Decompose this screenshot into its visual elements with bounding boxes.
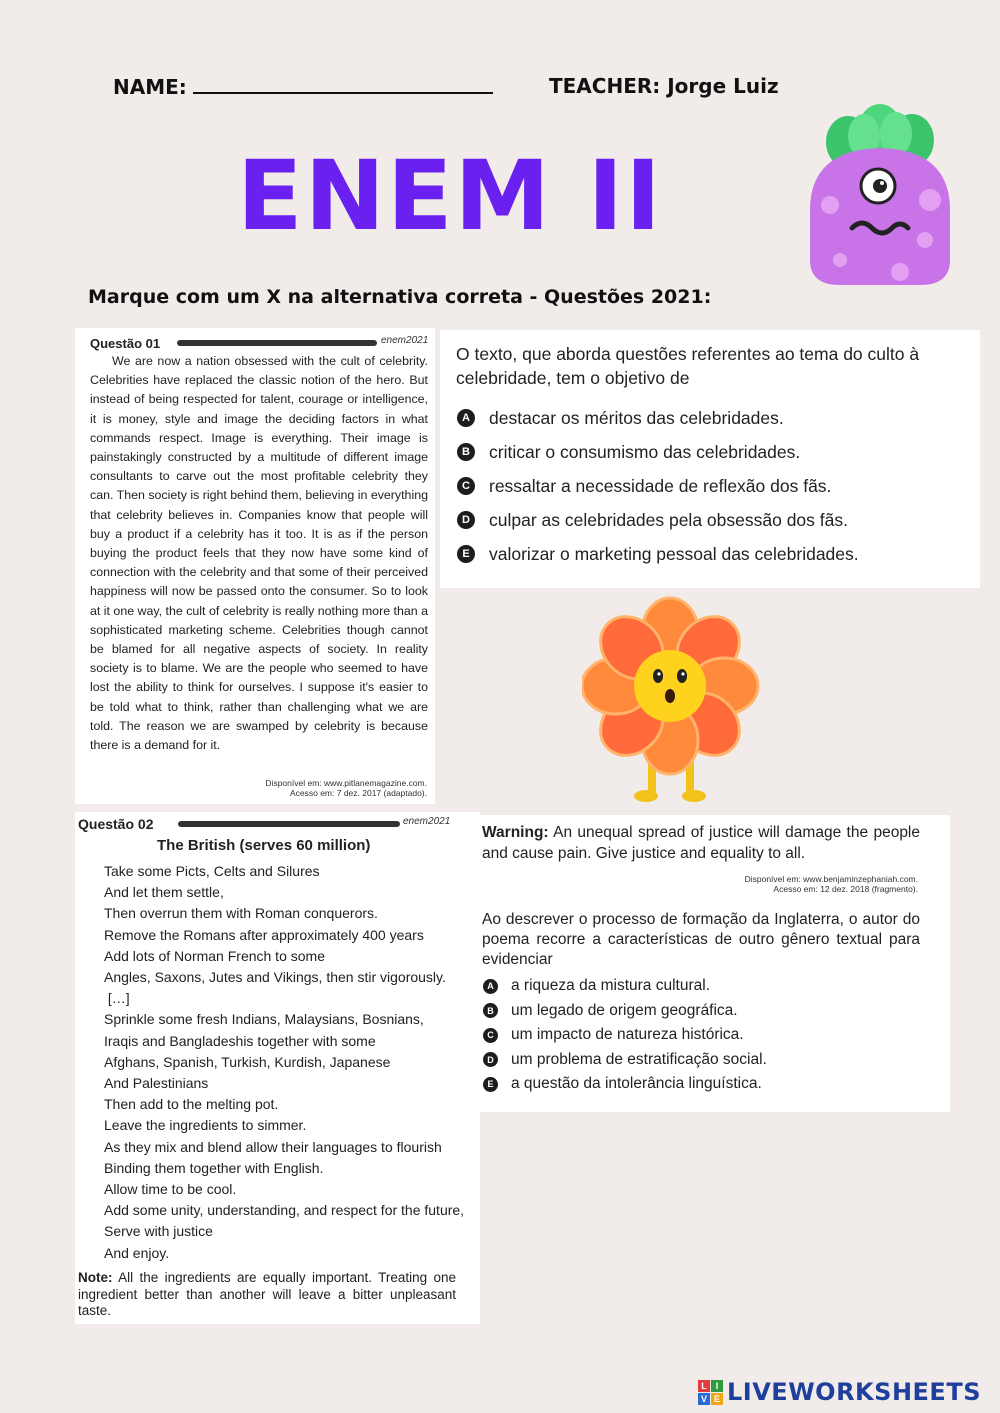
brand-suffix: WORKSHEETS [788, 1378, 981, 1406]
logo-letter: E [711, 1393, 723, 1405]
teacher-label: TEACHER: Jorge Luiz [549, 74, 779, 98]
poem-line: Sprinkle some fresh Indians, Malaysians, Bosnians, [104, 1011, 424, 1028]
name-label: NAME: [113, 75, 187, 99]
q2-source [745, 874, 918, 894]
option-text: um impacto de natureza histórica. [511, 1026, 744, 1044]
option-text: destacar os méritos das celebridades. [489, 407, 784, 428]
q2-options [483, 974, 767, 1097]
option-text: um problema de estratificação social. [511, 1050, 767, 1068]
poem-line: Serve with justice [104, 1223, 213, 1240]
option-text: um legado de origem geográfica. [511, 1001, 738, 1019]
name-input-line[interactable] [193, 74, 493, 94]
q2-note [78, 1270, 456, 1320]
liveworksheets-logo-icon [698, 1380, 723, 1405]
poem-line: And Palestinians [104, 1075, 209, 1092]
q2-question-panel [480, 815, 950, 1112]
option-letter-a: A [457, 409, 475, 427]
q2-stem: Ao descrever o processo de formação da Inglaterra, o autor do poema recorre a características de outro gênero textual para evidenciar [482, 911, 920, 968]
option-letter-b: B [457, 443, 475, 461]
flower-face-icon [634, 650, 706, 722]
q1-stem: O texto, que aborda questões referentes ao tema do culto à celebridade, tem o objetivo de [456, 344, 920, 388]
q1-access-line: Acesso em: 7 dez. 2017 (adaptado). [289, 788, 427, 798]
q1-option-b[interactable] [457, 435, 859, 469]
page-title: ENEM II [237, 140, 663, 252]
option-letter-d: D [483, 1052, 498, 1067]
poem-line: Angles, Saxons, Jutes and Vikings, then stir vigorously. [104, 969, 446, 986]
logo-letter: I [711, 1380, 723, 1392]
q2-enem-logo: enem2021 [403, 816, 451, 827]
option-letter-e: E [457, 545, 475, 563]
poem-line: Iraqis and Bangladeshis together with some [104, 1032, 376, 1049]
flower-illustration [582, 596, 762, 808]
option-letter-d: D [457, 511, 475, 529]
name-field [113, 74, 493, 99]
poem-line: Afghans, Spanish, Turkish, Kurdish, Japanese [104, 1053, 391, 1070]
monster-eye-icon [861, 169, 895, 203]
q2-poem [104, 861, 464, 1264]
logo-letter: V [698, 1393, 710, 1405]
q1-option-c[interactable] [457, 469, 859, 503]
note-text: All the ingredients are equally important. Treating one ingredient better than another will leave a bitter unpleasant taste. [78, 1270, 456, 1318]
poem-line: As they mix and blend allow their languages to flourish [104, 1138, 442, 1155]
option-text: criticar o consumismo das celebridades. [489, 441, 801, 462]
q2-option-b[interactable] [483, 999, 767, 1024]
q1-enem-logo: enem2021 [381, 335, 429, 346]
q2-header-bar [178, 821, 400, 827]
option-letter-c: C [457, 477, 475, 495]
option-text: ressaltar a necessidade de reflexão dos fãs. [489, 475, 832, 496]
poem-line: And let them settle, [104, 884, 224, 901]
q1-text-panel [75, 328, 435, 804]
q2-option-e[interactable] [483, 1072, 767, 1097]
warning-label: Warning: [482, 824, 549, 841]
q1-options [457, 401, 859, 571]
option-letter-c: C [483, 1028, 498, 1043]
option-letter-b: B [483, 1003, 498, 1018]
q2-poem-title: The British (serves 60 million) [157, 837, 371, 854]
poem-line: And enjoy. [104, 1244, 170, 1261]
option-text: culpar as celebridades pela obsessão dos fãs. [489, 509, 848, 530]
q2-option-d[interactable] [483, 1048, 767, 1073]
q1-option-e[interactable] [457, 537, 859, 571]
poem-line: […] [104, 990, 130, 1007]
q2-option-a[interactable] [483, 974, 767, 999]
q1-label: Questão 01 [90, 336, 161, 351]
q2-source-line: Disponível em: www.benjaminzephaniah.com. [744, 874, 918, 884]
q2-poem-panel [75, 812, 480, 1324]
q1-question-panel [440, 330, 980, 588]
q2-access-line: Acesso em: 12 dez. 2018 (fragmento). [773, 884, 918, 894]
poem-line: Take some Picts, Celts and Silures [104, 863, 320, 879]
q1-header-bar [177, 340, 377, 346]
liveworksheets-brand [698, 1378, 981, 1406]
option-letter-e: E [483, 1077, 498, 1092]
q2-warning [482, 822, 920, 864]
q2-option-c[interactable] [483, 1023, 767, 1048]
poem-line: Binding them together with English. [104, 1159, 324, 1176]
q1-source-line: Disponível em: www.pitlanemagazine.com. [265, 778, 427, 788]
option-text: a questão da intolerância linguística. [511, 1075, 762, 1093]
q1-option-d[interactable] [457, 503, 859, 537]
option-text: a riqueza da mistura cultural. [511, 977, 711, 995]
poem-line: Add some unity, understanding, and respect for the future, [104, 1202, 465, 1219]
poem-line: Remove the Romans after approximately 400 years [104, 926, 424, 943]
q2-label: Questão 02 [78, 816, 154, 832]
instruction: Marque com um X na alternativa correta - Questões 2021: [88, 286, 712, 308]
poem-line: Add lots of Norman French to some [104, 947, 325, 964]
note-label: Note: [78, 1270, 113, 1285]
brand-prefix: LIVE [727, 1378, 789, 1406]
option-text: valorizar o marketing pessoal das celebridades. [489, 543, 859, 564]
q1-source [265, 778, 427, 798]
monster-illustration [800, 100, 960, 290]
logo-letter: L [698, 1380, 710, 1392]
option-letter-a: A [483, 979, 498, 994]
poem-line: Leave the ingredients to simmer. [104, 1117, 307, 1134]
poem-line: Then overrun them with Roman conquerors. [104, 905, 378, 922]
warning-text: An unequal spread of justice will damage the people and cause pain. Give justice and equality to all. [482, 824, 921, 862]
q1-passage: We are now a nation obsessed with the cult of celebrity. Celebrities have replaced the classic notion of the hero. But instead of being respected for talent, courage or intelligence, it is money, style and image the deciding factors in what commands respect. Image is everything. Their image is painstakingly constructed by a multitude of different image consultants to carve out the most profitable celebrity they can. Then society is right behind them, believing in everything that celebrity believes in. Companies know that people will buy a product if a celebrity has it too. It is as if the person buying the product feels that they now have some kind of connection with the celebrity and that some of their perceived happiness will now be passed onto the consumer. So to look at it one way, the cult of celebrity is really nothing more than a sophisticated marketing scheme. Celebrities though cannot be blamed for all negative aspects of society. In reality society is to blame. We are the people who seemed to have lost the ability to think for ourselves. I suppose it's easier to be told what to think, rather than challenging what we are told. The reason we are swamped by celebrity is because there is a demand for it. [90, 354, 428, 753]
q1-option-a[interactable] [457, 401, 859, 435]
poem-line: Then add to the melting pot. [104, 1096, 279, 1113]
poem-line: Allow time to be cool. [104, 1181, 237, 1198]
